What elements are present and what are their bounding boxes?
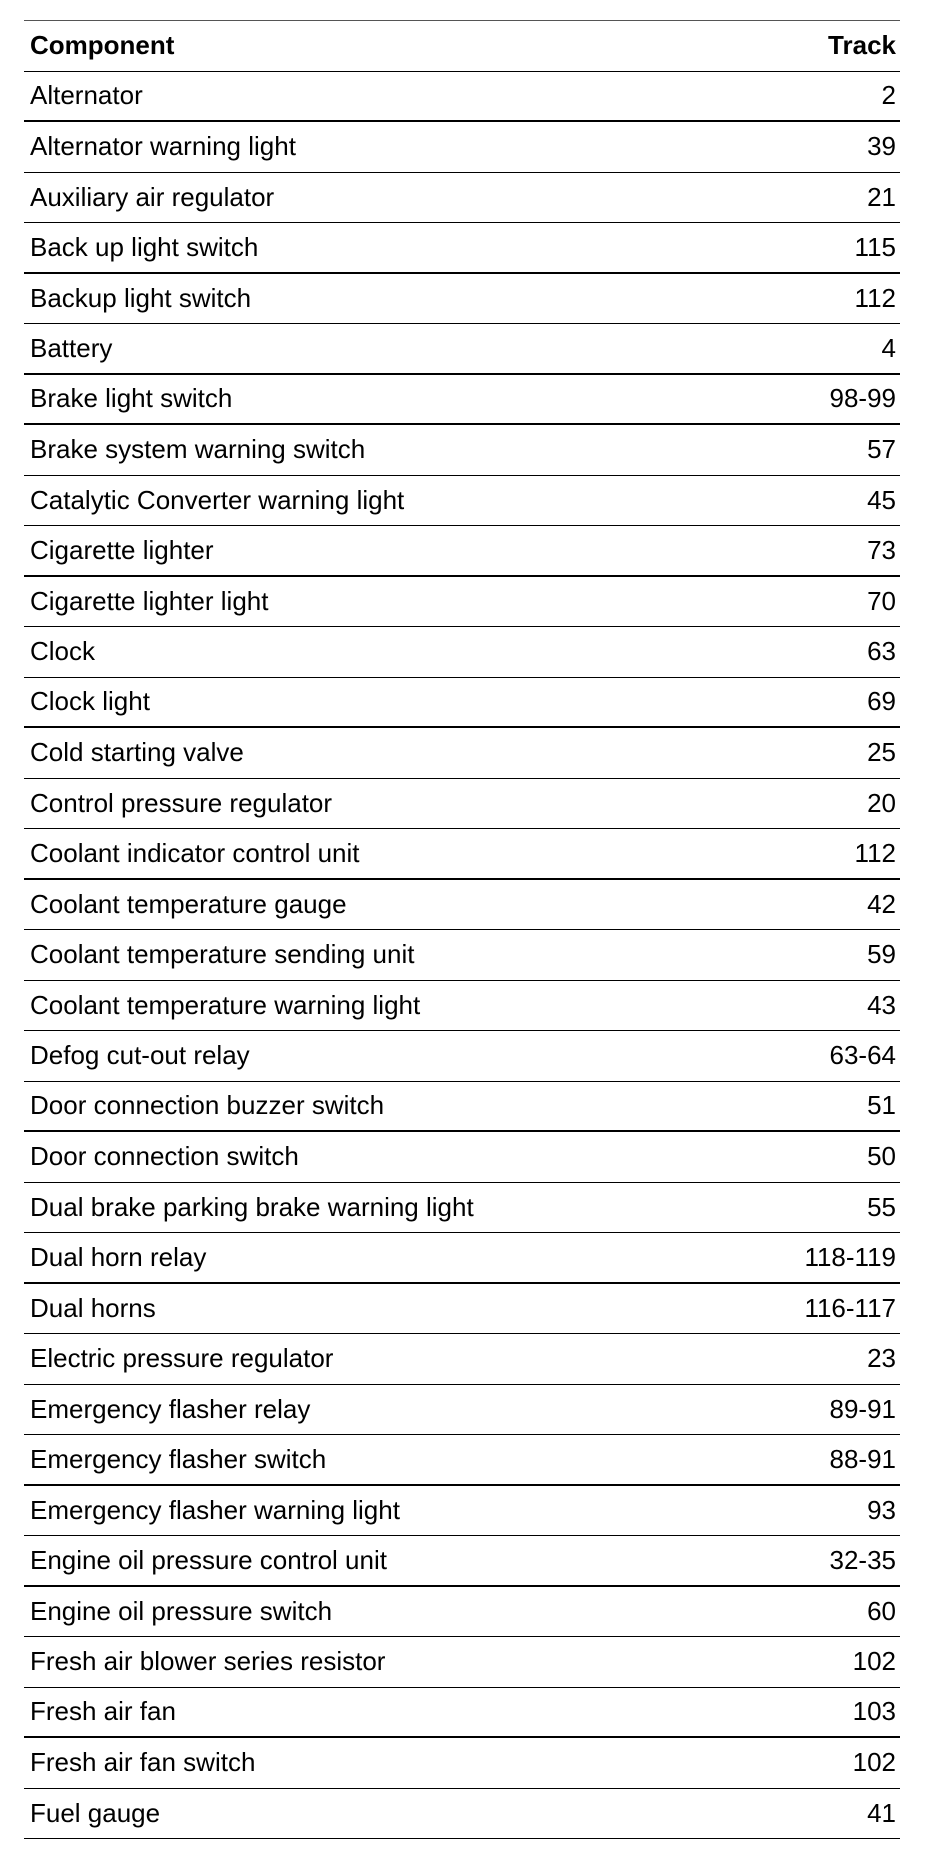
track-cell: 43 <box>867 989 896 1020</box>
component-cell: Emergency flasher relay <box>30 1393 311 1424</box>
component-cell: Battery <box>30 332 113 363</box>
table-row <box>24 1688 900 1739</box>
component-cell: Dual horns <box>30 1292 156 1323</box>
table-row <box>24 678 900 729</box>
header-component: Component <box>30 30 175 61</box>
component-track-table <box>24 20 900 1839</box>
track-cell: 50 <box>867 1141 896 1172</box>
track-cell: 69 <box>867 686 896 717</box>
track-cell: 39 <box>867 131 896 162</box>
component-cell: Door connection buzzer switch <box>30 1090 385 1121</box>
track-cell: 63-64 <box>829 1040 896 1071</box>
table-row <box>24 1435 900 1486</box>
component-cell: Door connection switch <box>30 1141 299 1172</box>
track-cell: 93 <box>867 1494 896 1525</box>
track-cell: 51 <box>867 1090 896 1121</box>
table-row <box>24 1637 900 1688</box>
component-cell: Back up light switch <box>30 231 259 262</box>
component-cell: Coolant indicator control unit <box>30 837 360 868</box>
component-cell: Auxiliary air regulator <box>30 181 275 212</box>
component-cell: Emergency flasher warning light <box>30 1494 400 1525</box>
table-header-row <box>24 21 900 72</box>
track-cell: 45 <box>867 484 896 515</box>
component-cell: Engine oil pressure control unit <box>30 1544 387 1575</box>
component-cell: Electric pressure regulator <box>30 1343 334 1374</box>
table-row <box>24 1132 900 1183</box>
track-cell: 32-35 <box>829 1544 896 1575</box>
table-row <box>24 779 900 830</box>
component-cell: Clock light <box>30 686 150 717</box>
track-cell: 115 <box>854 231 896 262</box>
component-cell: Cold starting valve <box>30 737 244 768</box>
component-cell: Backup light switch <box>30 282 252 313</box>
component-cell: Brake light switch <box>30 383 233 414</box>
table-row <box>24 1233 900 1284</box>
table-row <box>24 930 900 981</box>
table-row <box>24 1587 900 1638</box>
table-body <box>24 72 900 1840</box>
table-row <box>24 627 900 678</box>
track-cell: 112 <box>854 837 896 868</box>
component-cell: Coolant temperature sending unit <box>30 939 415 970</box>
track-cell: 59 <box>867 939 896 970</box>
table-row <box>24 1536 900 1587</box>
component-cell: Engine oil pressure switch <box>30 1595 333 1626</box>
track-cell: 60 <box>867 1595 896 1626</box>
table-row <box>24 1031 900 1082</box>
track-cell: 57 <box>867 434 896 465</box>
track-cell: 89-91 <box>829 1393 896 1424</box>
table-row <box>24 526 900 577</box>
table-row <box>24 1738 900 1789</box>
track-cell: 55 <box>867 1191 896 1222</box>
track-cell: 118-119 <box>804 1241 896 1272</box>
table-row <box>24 375 900 426</box>
table-row <box>24 72 900 123</box>
header-track: Track <box>828 30 896 61</box>
track-cell: 103 <box>852 1696 896 1727</box>
component-cell: Dual brake parking brake warning light <box>30 1191 474 1222</box>
table-row <box>24 1183 900 1234</box>
table-row <box>24 425 900 476</box>
track-cell: 98-99 <box>829 383 896 414</box>
component-cell: Catalytic Converter warning light <box>30 484 405 515</box>
track-cell: 102 <box>852 1747 896 1778</box>
track-cell: 21 <box>867 181 896 212</box>
component-cell: Fresh air fan <box>30 1696 176 1727</box>
table-row <box>24 880 900 931</box>
table-row <box>24 223 900 274</box>
table-row <box>24 577 900 628</box>
component-cell: Coolant temperature gauge <box>30 888 347 919</box>
table-row <box>24 173 900 224</box>
table-row <box>24 1334 900 1385</box>
table-row <box>24 122 900 173</box>
track-cell: 112 <box>854 282 896 313</box>
table-row <box>24 981 900 1032</box>
component-cell: Emergency flasher switch <box>30 1443 327 1474</box>
track-cell: 116-117 <box>804 1292 896 1323</box>
track-cell: 73 <box>867 534 896 565</box>
table-row <box>24 476 900 527</box>
track-cell: 4 <box>881 332 896 363</box>
track-cell: 25 <box>867 737 896 768</box>
table-row <box>24 1082 900 1133</box>
component-cell: Coolant temperature warning light <box>30 989 421 1020</box>
component-cell: Dual horn relay <box>30 1241 207 1272</box>
component-cell: Fuel gauge <box>30 1797 161 1828</box>
track-cell: 2 <box>881 80 896 111</box>
table-row <box>24 1486 900 1537</box>
track-cell: 41 <box>867 1797 896 1828</box>
component-cell: Cigarette lighter light <box>30 585 269 616</box>
track-cell: 63 <box>867 636 896 667</box>
component-cell: Defog cut-out relay <box>30 1040 250 1071</box>
component-cell: Alternator <box>30 80 143 111</box>
table-row <box>24 274 900 325</box>
table-row <box>24 1385 900 1436</box>
table-row <box>24 728 900 779</box>
track-cell: 23 <box>867 1343 896 1374</box>
component-cell: Alternator warning light <box>30 131 296 162</box>
track-cell: 102 <box>852 1646 896 1677</box>
component-cell: Fresh air fan switch <box>30 1747 256 1778</box>
track-cell: 42 <box>867 888 896 919</box>
table-row <box>24 324 900 375</box>
component-cell: Clock <box>30 636 96 667</box>
table-row <box>24 1284 900 1335</box>
table-row <box>24 829 900 880</box>
track-cell: 20 <box>867 787 896 818</box>
track-cell: 70 <box>867 585 896 616</box>
component-cell: Fresh air blower series resistor <box>30 1646 386 1677</box>
component-cell: Control pressure regulator <box>30 787 333 818</box>
component-cell: Cigarette lighter <box>30 534 214 565</box>
track-cell: 88-91 <box>829 1443 896 1474</box>
table-row <box>24 1789 900 1840</box>
component-cell: Brake system warning switch <box>30 434 366 465</box>
